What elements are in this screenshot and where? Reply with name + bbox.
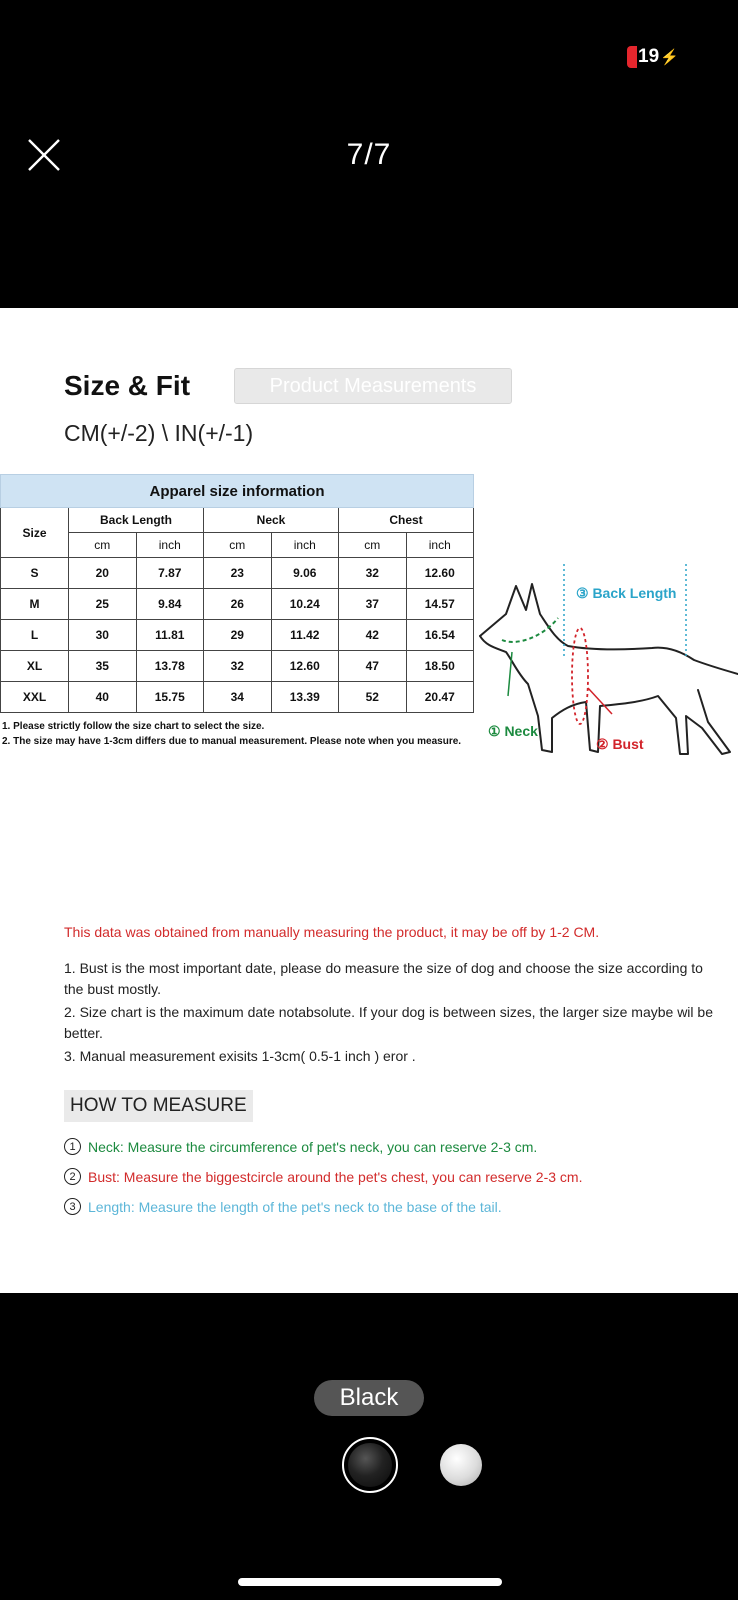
back-length-label: ③ Back Length bbox=[576, 585, 677, 601]
table-cell: 11.81 bbox=[136, 620, 204, 651]
table-cell: 42 bbox=[339, 620, 407, 651]
table-row bbox=[1, 651, 474, 682]
table-cell: 11.42 bbox=[271, 620, 339, 651]
measure-step-length bbox=[64, 1198, 502, 1215]
step-text: Neck: Measure the circumference of pet's neck, you can reserve 2-3 cm. bbox=[88, 1138, 538, 1155]
table-note: 2. The size may have 1-3cm differs due to manual measurement. Please note when you measure. bbox=[2, 736, 462, 747]
table-cell: 9.06 bbox=[271, 558, 339, 589]
variant-thumbnail-white[interactable] bbox=[440, 1444, 482, 1486]
table-row bbox=[1, 620, 474, 651]
table-row bbox=[1, 589, 474, 620]
table-cell: 30 bbox=[69, 620, 137, 651]
table-cell: 18.50 bbox=[406, 651, 474, 682]
measurement-disclaimer: This data was obtained from manually measuring the product, it may be off by 1-2 CM. bbox=[64, 924, 600, 940]
table-cell: 13.39 bbox=[271, 682, 339, 713]
table-cell: 52 bbox=[339, 682, 407, 713]
table-cell: XXL bbox=[1, 682, 69, 713]
table-cell: 12.60 bbox=[271, 651, 339, 682]
battery-level: 19 bbox=[638, 46, 660, 67]
table-caption: Apparel size information bbox=[1, 475, 474, 508]
table-cell: 14.57 bbox=[406, 589, 474, 620]
size-note: 3. Manual measurement exisits 1-3cm( 0.5-1 inch ) eror . bbox=[64, 1048, 416, 1064]
step-text: Length: Measure the length of the pet's neck to the base of the tail. bbox=[88, 1198, 502, 1215]
neck-label: ① Neck bbox=[488, 723, 538, 739]
table-cell: 20 bbox=[69, 558, 137, 589]
variant-label-pill[interactable]: Black bbox=[314, 1380, 424, 1416]
back-length-header: Back Length bbox=[69, 508, 204, 533]
table-cell: 47 bbox=[339, 651, 407, 682]
unit-header: cm bbox=[204, 533, 272, 558]
size-fit-title: Size & Fit bbox=[64, 370, 191, 401]
image-counter: 7/7 bbox=[346, 138, 392, 171]
size-note: 1. Bust is the most important date, please do measure the size of dog and choose the size according to the bust mostly. bbox=[64, 960, 703, 997]
measure-step-bust bbox=[64, 1168, 582, 1185]
table-cell: 10.24 bbox=[271, 589, 339, 620]
table-cell: 7.87 bbox=[136, 558, 204, 589]
product-measurements-badge: Product Measurements bbox=[234, 368, 512, 404]
table-row bbox=[1, 682, 474, 713]
chest-header: Chest bbox=[339, 508, 474, 533]
unit-header: inch bbox=[136, 533, 204, 558]
table-cell: 35 bbox=[69, 651, 137, 682]
table-cell: 15.75 bbox=[136, 682, 204, 713]
table-cell: 26 bbox=[204, 589, 272, 620]
table-cell: S bbox=[1, 558, 69, 589]
variant-thumbnail-black[interactable] bbox=[342, 1437, 398, 1493]
bust-label: ② Bust bbox=[596, 736, 644, 752]
table-note: 1. Please strictly follow the size chart to select the size. bbox=[2, 721, 265, 732]
table-cell: 20.47 bbox=[406, 682, 474, 713]
unit-header: cm bbox=[69, 533, 137, 558]
step-number: 1 bbox=[64, 1138, 81, 1155]
unit-header: inch bbox=[271, 533, 339, 558]
neck-header: Neck bbox=[204, 508, 339, 533]
table-cell: 34 bbox=[204, 682, 272, 713]
home-indicator[interactable] bbox=[238, 1578, 502, 1586]
table-cell: 12.60 bbox=[406, 558, 474, 589]
table-cell: 29 bbox=[204, 620, 272, 651]
table-cell: M bbox=[1, 589, 69, 620]
unit-header: cm bbox=[339, 533, 407, 558]
size-table bbox=[0, 474, 474, 713]
battery-icon bbox=[627, 46, 637, 68]
table-cell: XL bbox=[1, 651, 69, 682]
how-to-measure-heading: HOW TO MEASURE bbox=[64, 1090, 253, 1122]
table-cell: 37 bbox=[339, 589, 407, 620]
table-cell: 9.84 bbox=[136, 589, 204, 620]
table-cell: 32 bbox=[339, 558, 407, 589]
size-column-header: Size bbox=[1, 508, 69, 558]
unit-header: inch bbox=[406, 533, 474, 558]
step-number: 2 bbox=[64, 1168, 81, 1185]
table-cell: 40 bbox=[69, 682, 137, 713]
table-cell: 25 bbox=[69, 589, 137, 620]
measure-step-neck bbox=[64, 1138, 537, 1155]
battery-indicator bbox=[627, 45, 679, 69]
size-note: 2. Size chart is the maximum date notabsolute. If your dog is between sizes, the larger size maybe wil be better. bbox=[64, 1004, 713, 1041]
step-number: 3 bbox=[64, 1198, 81, 1215]
table-cell: 32 bbox=[204, 651, 272, 682]
black-variant-image bbox=[348, 1443, 392, 1487]
table-cell: 23 bbox=[204, 558, 272, 589]
table-cell: 16.54 bbox=[406, 620, 474, 651]
table-cell: 13.78 bbox=[136, 651, 204, 682]
step-text: Bust: Measure the biggestcircle around the pet's chest, you can reserve 2-3 cm. bbox=[88, 1168, 583, 1185]
tolerance-text: CM(+/-2) \ IN(+/-1) bbox=[64, 420, 254, 446]
product-image[interactable] bbox=[0, 308, 738, 1293]
table-cell: L bbox=[1, 620, 69, 651]
table-row bbox=[1, 558, 474, 589]
charging-bolt-icon: ⚡ bbox=[660, 49, 679, 66]
